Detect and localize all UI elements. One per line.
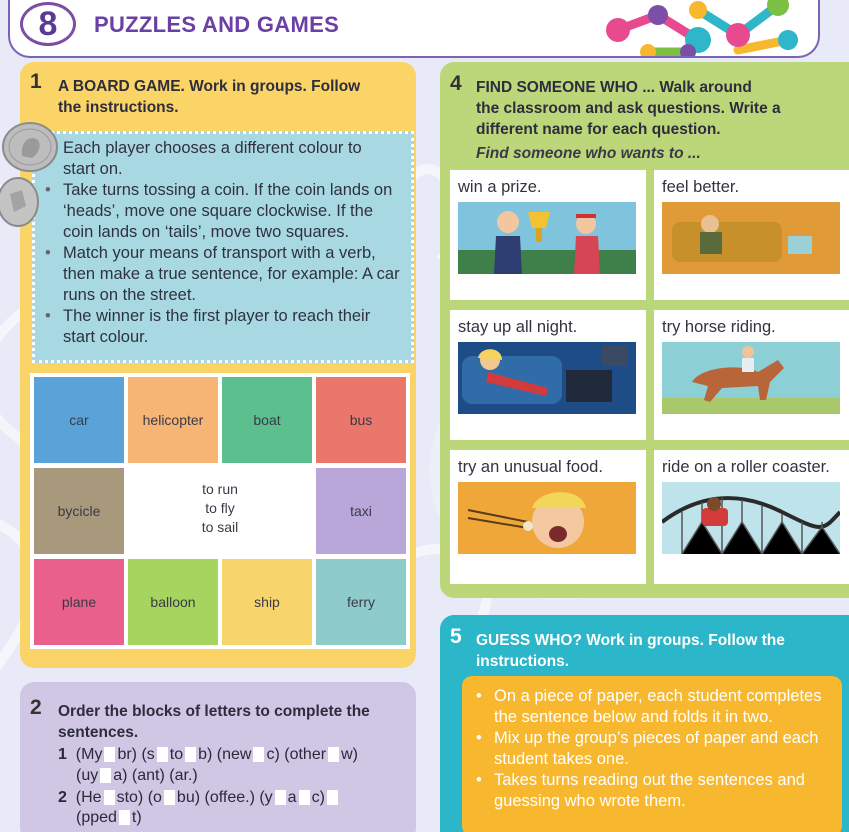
rule-item: • Take turns tossing a coin. If the coin lands on ‘heads’, move one square clockwise. If the coin lands on ‘tails’, move two squares.: [45, 181, 393, 241]
board-square-helicopter: helicopter: [128, 377, 218, 463]
card-feel-better: feel better.: [654, 170, 849, 300]
exercise-2-number: 2: [30, 696, 42, 719]
card-horse-riding: try horse riding.: [654, 310, 849, 440]
exercise-1-heading: A BOARD GAME. Work in groups. Follow the instructions.: [58, 78, 361, 116]
card-win-prize: win a prize.: [450, 170, 646, 300]
roller-coaster-icon: [662, 482, 840, 554]
trophy-winners-icon: [458, 202, 636, 274]
rule-item: • On a piece of paper, each student completes the sentence below and folds it in two.: [476, 687, 822, 726]
rule-item: • Takes turns reading out the sentences and guessing who wrote them.: [476, 771, 805, 810]
coin-tails-icon: [0, 176, 42, 228]
board-square-boat: boat: [222, 377, 312, 463]
rule-item: Each player chooses a different colour to start on.: [63, 139, 362, 178]
card-stay-up: stay up all night.: [450, 310, 646, 440]
exercise-2-item-2-cont: (pped t): [76, 809, 142, 826]
card-unusual-food: try an unusual food.: [450, 450, 646, 584]
exercise-5-heading: GUESS WHO? Work in groups. Follow the instructions.: [476, 632, 785, 670]
board-square-bycicle: bycicle: [34, 468, 124, 554]
exercise-5-number: 5: [450, 625, 462, 648]
board-square-balloon: balloon: [128, 559, 218, 645]
board-square-car: car: [34, 377, 124, 463]
exercise-4-heading: FIND SOMEONE WHO ... Walk around the classroom and ask questions. Write a different name for each question.: [476, 79, 781, 138]
sick-boy-sofa-icon: [662, 202, 840, 274]
decorative-blobs-icon: [588, 0, 818, 58]
unit-title: PUZZLES AND GAMES: [94, 12, 340, 37]
rule-item: • The winner is the first player to reach their start colour.: [45, 307, 371, 346]
exercise-4-number: 4: [450, 72, 462, 95]
board-square-plane: plane: [34, 559, 124, 645]
board-center-verbs: to run to fly to sail: [201, 481, 239, 535]
exercise-2-item-1: 1 (My br) (s to b) (new c) (other w): [58, 746, 358, 763]
game-board: [30, 373, 410, 649]
board-square-taxi: taxi: [316, 468, 406, 554]
exercise-2-heading: Order the blocks of letters to complete the sentences.: [58, 703, 370, 741]
boy-chopsticks-icon: [458, 482, 636, 554]
card-roller-coaster: ride on a roller coaster.: [654, 450, 849, 584]
exercise-4-prompt: Find someone who wants to ...: [476, 145, 701, 162]
rule-item: • Mix up the group’s pieces of paper and each student takes one.: [476, 729, 819, 768]
exercise-2-item-1-cont: (uy a) (ant) (ar.): [76, 767, 198, 784]
exercise-5-rules-box: [462, 676, 842, 832]
exercise-1-number: 1: [30, 70, 42, 93]
board-square-ship: ship: [222, 559, 312, 645]
coin-heads-icon: [2, 120, 60, 172]
game-rules-box: [32, 131, 414, 363]
unit-header: [8, 0, 820, 58]
unit-number-badge: 8: [20, 2, 76, 46]
rule-item: • Match your means of transport with a verb, then make a true sentence, for example: A car runs on the street.: [45, 244, 400, 304]
girl-watching-tv-icon: [458, 342, 636, 414]
board-square-ferry: ferry: [316, 559, 406, 645]
exercise-2-item-2: 2 (He sto) (o bu) (offee.) (y a c): [58, 789, 340, 807]
horse-rider-icon: [662, 342, 840, 414]
board-square-bus: bus: [316, 377, 406, 463]
